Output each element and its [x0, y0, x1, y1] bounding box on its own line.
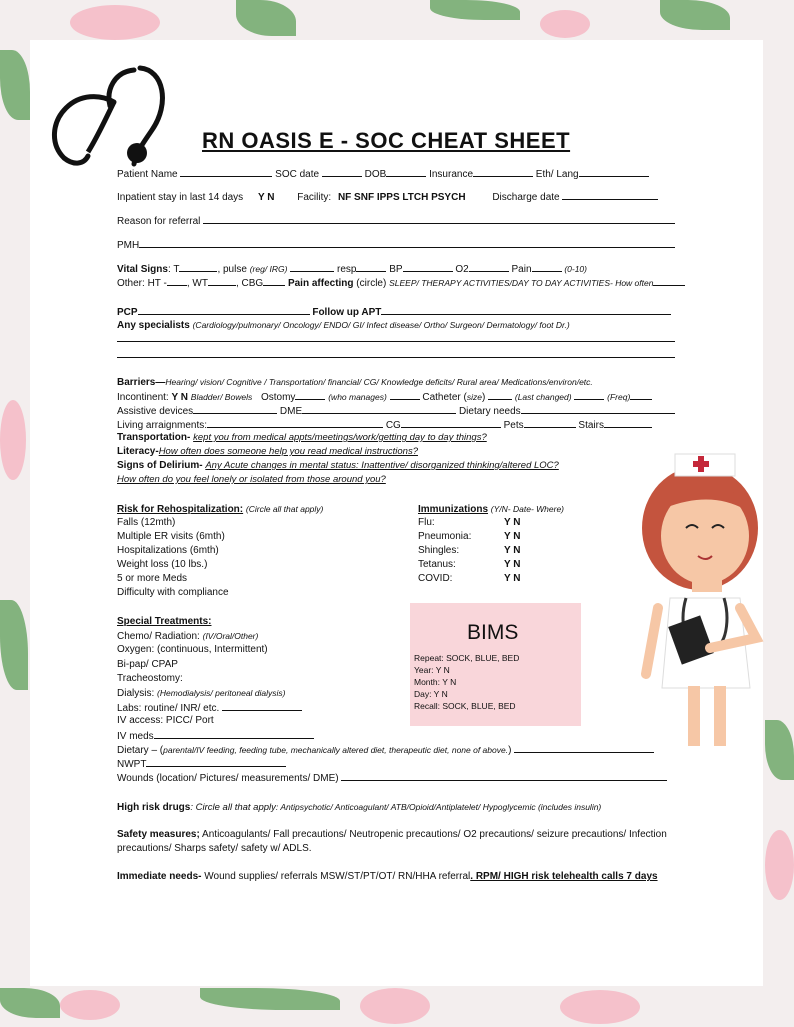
height-field[interactable] — [167, 276, 187, 286]
o2-label: O2 — [455, 264, 469, 275]
assistive-devices-label: Assistive devices — [117, 406, 194, 417]
flower-decoration — [560, 990, 640, 1024]
rehosp-item[interactable]: Weight loss (10 lbs.) — [117, 559, 208, 570]
specialists-label: Any specialists — [117, 320, 190, 331]
chemo-note: (IV/Oral/Other) — [202, 631, 259, 641]
insurance-field[interactable] — [473, 167, 533, 177]
vital-signs-label: Vital Signs — [117, 264, 168, 275]
transportation-label: Transportation- — [117, 432, 191, 443]
pain-range: (0-10) — [564, 264, 587, 274]
immunizations-note: (Y/N- Date- Where) — [490, 504, 565, 514]
specialists-list[interactable]: (Cardiology/pulmonary/ Oncology/ ENDO/ GI/ Infect disease/ Ortho/ Surgeon/ Dermatology/ foot Dr.) — [192, 320, 570, 330]
trach-row[interactable]: Tracheostomy: — [117, 673, 183, 684]
immunization-shingles: Shingles: — [418, 545, 460, 556]
bp-label: BP — [389, 264, 403, 275]
stethoscope-icon — [44, 64, 170, 170]
flower-decoration — [765, 830, 794, 900]
reason-row — [117, 214, 675, 228]
immunization-flu: Flu: — [418, 517, 435, 528]
insurance-label: Insurance — [429, 169, 474, 180]
oxygen-row[interactable]: Oxygen: (continuous, Intermittent) — [117, 644, 268, 655]
pain-frequency-field[interactable] — [653, 276, 685, 286]
labs-row — [117, 701, 302, 715]
reason-label: Reason for referral — [117, 216, 201, 227]
dietary-field[interactable] — [514, 743, 654, 753]
rehosp-item[interactable]: 5 or more Meds — [117, 573, 188, 584]
cg-field[interactable] — [401, 418, 501, 428]
immunization-yn[interactable]: Y N — [504, 545, 521, 556]
wounds-field[interactable] — [341, 771, 667, 781]
specialists-line-2[interactable] — [117, 357, 675, 358]
inpatient-row — [117, 190, 658, 204]
cbg-label: , CBG — [235, 278, 264, 289]
assistive-devices-field[interactable] — [193, 404, 277, 414]
last-changed-note: (Last changed) — [514, 392, 572, 402]
o2-field[interactable] — [469, 262, 509, 272]
vital-signs-row — [117, 262, 587, 276]
discharge-date-label: Discharge date — [492, 192, 560, 203]
inpatient-yn[interactable]: Y N — [257, 192, 275, 203]
rehosp-item[interactable]: Hospitalizations (6mth) — [117, 545, 219, 556]
flower-decoration — [360, 988, 430, 1024]
reason-field[interactable] — [203, 214, 675, 224]
bladder-bowels[interactable]: Bladder/ Bowels — [190, 392, 253, 402]
inpatient-label: Inpatient stay in last 14 days — [117, 192, 244, 203]
safety-row — [117, 829, 667, 841]
immediate-needs-row — [117, 871, 658, 883]
wounds-row — [117, 771, 667, 785]
special-treatments-label: Special Treatments: — [117, 616, 212, 627]
circle-label: (circle) — [353, 278, 390, 289]
cg-label: CG — [385, 420, 401, 431]
discharge-date-field[interactable] — [562, 190, 658, 200]
specialists-line-1[interactable] — [117, 341, 675, 342]
iv-meds-row — [117, 729, 314, 743]
patient-name-field[interactable] — [180, 167, 272, 177]
dialysis-note: (Hemodialysis/ peritoneal dialysis) — [157, 688, 286, 698]
immunization-yn[interactable]: Y N — [504, 517, 521, 528]
follow-up-label: Follow up APT — [312, 307, 382, 318]
flower-decoration — [540, 10, 590, 38]
pulse-field[interactable] — [290, 262, 334, 272]
npwt-label: NWPT — [117, 759, 147, 770]
height-label: Other: HT - — [117, 278, 167, 289]
pmh-field[interactable] — [139, 238, 675, 248]
telehealth-text[interactable]: . RPM/ HIGH risk telehealth calls 7 days — [470, 871, 658, 882]
literacy-question: How often does someone help you read medical instructions? — [158, 446, 418, 457]
stairs-field[interactable] — [604, 418, 652, 428]
weight-field[interactable] — [208, 276, 236, 286]
ostomy-label: Ostomy — [260, 392, 296, 403]
iv-meds-field[interactable] — [154, 729, 314, 739]
npwt-field[interactable] — [146, 757, 286, 767]
leaf-decoration — [200, 988, 340, 1010]
chemo-label: Chemo/ Radiation: — [117, 631, 200, 642]
who-manages-field[interactable] — [390, 390, 420, 400]
dob-label: DOB — [364, 169, 387, 180]
pets-field[interactable] — [524, 418, 576, 428]
safety-list-2[interactable]: precautions/ Sharps safety/ safety w/ ADLS. — [117, 843, 312, 854]
living-field[interactable] — [207, 418, 383, 428]
pain-field[interactable] — [532, 262, 562, 272]
rehosp-item[interactable]: Falls (12mth) — [117, 517, 176, 528]
last-changed-field[interactable] — [574, 390, 604, 400]
weight-label: , WT — [186, 278, 208, 289]
temp-field[interactable] — [179, 262, 217, 272]
rehosp-heading — [117, 503, 323, 516]
dme-label: DME — [279, 406, 303, 417]
leaf-decoration — [236, 0, 296, 36]
other-vitals-row — [117, 276, 685, 290]
labs-label: Labs: routine/ INR/ etc. — [117, 703, 220, 714]
pain-affecting-label: Pain affecting — [287, 278, 354, 289]
rehosp-note: (Circle all that apply) — [245, 504, 324, 514]
pmh-row — [117, 238, 675, 252]
incontinent-row — [117, 390, 652, 404]
patient-name-label: Patient Name — [117, 169, 178, 180]
immunizations-label: Immunizations — [418, 504, 489, 515]
npwt-row — [117, 757, 286, 771]
patient-info-row — [117, 167, 649, 181]
catheter-label: Catheter ( — [422, 392, 467, 403]
bims-year[interactable]: Year: Y N — [414, 665, 450, 675]
bims-month[interactable]: Month: Y N — [414, 677, 457, 687]
flower-decoration — [60, 990, 120, 1020]
bims-title: BIMS — [467, 621, 519, 644]
dietary-label: Dietary – ( — [117, 745, 164, 756]
dialysis-label: Dialysis: — [117, 688, 155, 699]
immediate-needs-label: Immediate needs- — [117, 871, 202, 882]
frequency-note: (Freq) — [607, 392, 631, 402]
page-title: RN OASIS E - SOC CHEAT SHEET — [202, 128, 571, 153]
eth-lang-field[interactable] — [579, 167, 649, 177]
dietary-needs-field[interactable] — [521, 404, 675, 414]
immunization-yn[interactable]: Y N — [504, 531, 521, 542]
high-risk-list[interactable]: : Antipsychotic/ Anticoagulant/ ATB/Opioid/Antiplatelet/ Hypoglycemic (includes insulin) — [275, 802, 602, 812]
living-label: Living arraignments: — [117, 420, 208, 431]
temp-label: : T — [167, 264, 180, 275]
rehosp-item[interactable]: Multiple ER visits (6mth) — [117, 531, 225, 542]
specialists-row — [117, 319, 570, 332]
bims-repeat[interactable]: Repeat: SOCK, BLUE, BED — [414, 653, 520, 663]
rehosp-item[interactable]: Difficulty with compliance — [117, 587, 229, 598]
safety-list-1[interactable]: Anticoagulants/ Fall precautions/ Neutropenic precautions/ O2 precautions/ seizure precautions/ Infection — [199, 829, 667, 840]
living-row — [117, 418, 652, 432]
delirium-label: Signs of Delirium- — [117, 460, 203, 471]
pets-label: Pets — [503, 420, 524, 431]
leaf-decoration — [430, 0, 520, 20]
cbg-field[interactable] — [263, 276, 285, 286]
dialysis-row[interactable] — [117, 687, 286, 700]
bims-box — [410, 603, 581, 726]
transportation-question: kept you from medical appts/meetings/work/getting day to day things? — [193, 432, 487, 443]
pcp-field[interactable] — [138, 305, 310, 315]
pcp-row — [117, 305, 671, 319]
transportation-row — [117, 432, 487, 444]
resp-field[interactable] — [356, 262, 386, 272]
assistive-row — [117, 404, 675, 418]
immunization-yn[interactable]: Y N — [504, 559, 521, 570]
barriers-label: Barriers— — [117, 377, 166, 388]
resp-label: resp — [337, 264, 357, 275]
iv-meds-label: IV meds — [117, 731, 154, 742]
catheter-paren: ) — [481, 392, 486, 403]
nurse-illustration — [640, 448, 790, 758]
pulse-note: (reg/ IRG) — [249, 264, 288, 274]
barriers-list[interactable]: Hearing/ vision/ Cognitive / Transportation/ financial/ CG/ Knowledge deficits/ Rural area/ Medications/environ/etc. — [165, 377, 593, 387]
leaf-decoration — [0, 50, 30, 120]
delirium-question: Any Acute changes in mental status: Inattentive/ disorganized thinking/altered LOC? — [205, 460, 559, 471]
dietary-row: Dietary – (parental/IV feeding, feeding tube, mechanically altered diet, therapeutic diet, none of above.) — [117, 743, 654, 757]
pulse-label: , pulse — [217, 264, 247, 275]
who-manages-note: (who manages) — [328, 392, 387, 402]
high-risk-label: High risk drugs — [117, 802, 191, 813]
frequency-field[interactable] — [630, 390, 652, 400]
barriers-row — [117, 376, 593, 389]
dme-field[interactable] — [302, 404, 456, 414]
bims-day[interactable]: Day: Y N — [414, 689, 448, 699]
pcp-label: PCP — [117, 307, 138, 318]
soc-date-label: SOC date — [275, 169, 320, 180]
incontinent-label: Incontinent: — [117, 392, 169, 403]
facility-label: Facility: — [297, 192, 332, 203]
immunization-tetanus: Tetanus: — [418, 559, 456, 570]
follow-up-field[interactable] — [381, 305, 671, 315]
high-risk-circle: : Circle all that apply — [190, 802, 276, 813]
rehosp-label: Risk for Rehospitalization: — [117, 504, 244, 515]
flower-decoration — [70, 5, 160, 40]
high-risk-row — [117, 801, 601, 814]
dob-field[interactable] — [386, 167, 426, 177]
delirium-row — [117, 460, 559, 472]
leaf-decoration — [0, 600, 28, 690]
immunization-pneumonia: Pneumonia: — [418, 531, 472, 542]
bims-recall[interactable]: Recall: SOCK, BLUE, BED — [414, 701, 516, 711]
ostomy-field[interactable] — [295, 390, 325, 400]
lonely-question: How often do you feel lonely or isolated from those around you? — [117, 474, 386, 485]
flower-decoration — [0, 400, 26, 480]
facility-options[interactable]: NF SNF IPPS LTCH PSYCH — [337, 192, 466, 203]
literacy-label: Literacy- — [117, 446, 159, 457]
eth-lang-label: Eth/ Lang — [535, 169, 579, 180]
iv-access-row[interactable]: IV access: PICC/ Port — [117, 715, 214, 726]
incontinent-yn[interactable]: Y N — [171, 392, 188, 403]
leaf-decoration — [660, 0, 730, 30]
wounds-label: Wounds (location/ Pictures/ measurements/ DME) — [117, 773, 339, 784]
labs-field[interactable] — [222, 701, 302, 711]
catheter-size-label: size — [466, 392, 482, 402]
bipap-row[interactable]: Bi-pap/ CPAP — [117, 659, 178, 670]
dietary-needs-label: Dietary needs — [458, 406, 521, 417]
literacy-row — [117, 446, 418, 458]
leaf-decoration — [0, 988, 60, 1018]
catheter-size-field[interactable] — [488, 390, 512, 400]
soc-date-field[interactable] — [322, 167, 362, 177]
pain-activities[interactable]: SLEEP/ THERAPY ACTIVITIES/DAY TO DAY ACTIVITIES- How often — [389, 278, 654, 288]
chemo-row[interactable] — [117, 630, 258, 643]
immunizations-heading — [418, 503, 564, 516]
immunization-yn[interactable]: Y N — [504, 573, 521, 584]
immediate-needs-text[interactable]: Wound supplies/ referrals MSW/ST/PT/OT/ RN/HHA referral — [201, 871, 471, 882]
pmh-label: PMH — [117, 240, 140, 251]
dietary-note[interactable]: parental/IV feeding, feeding tube, mechanically altered diet, therapeutic diet, none of above. — [163, 745, 509, 755]
pain-label: Pain — [511, 264, 532, 275]
safety-label: Safety measures; — [117, 829, 200, 840]
bp-field[interactable] — [403, 262, 453, 272]
immunization-covid: COVID: — [418, 573, 453, 584]
stairs-label: Stairs — [578, 420, 604, 431]
